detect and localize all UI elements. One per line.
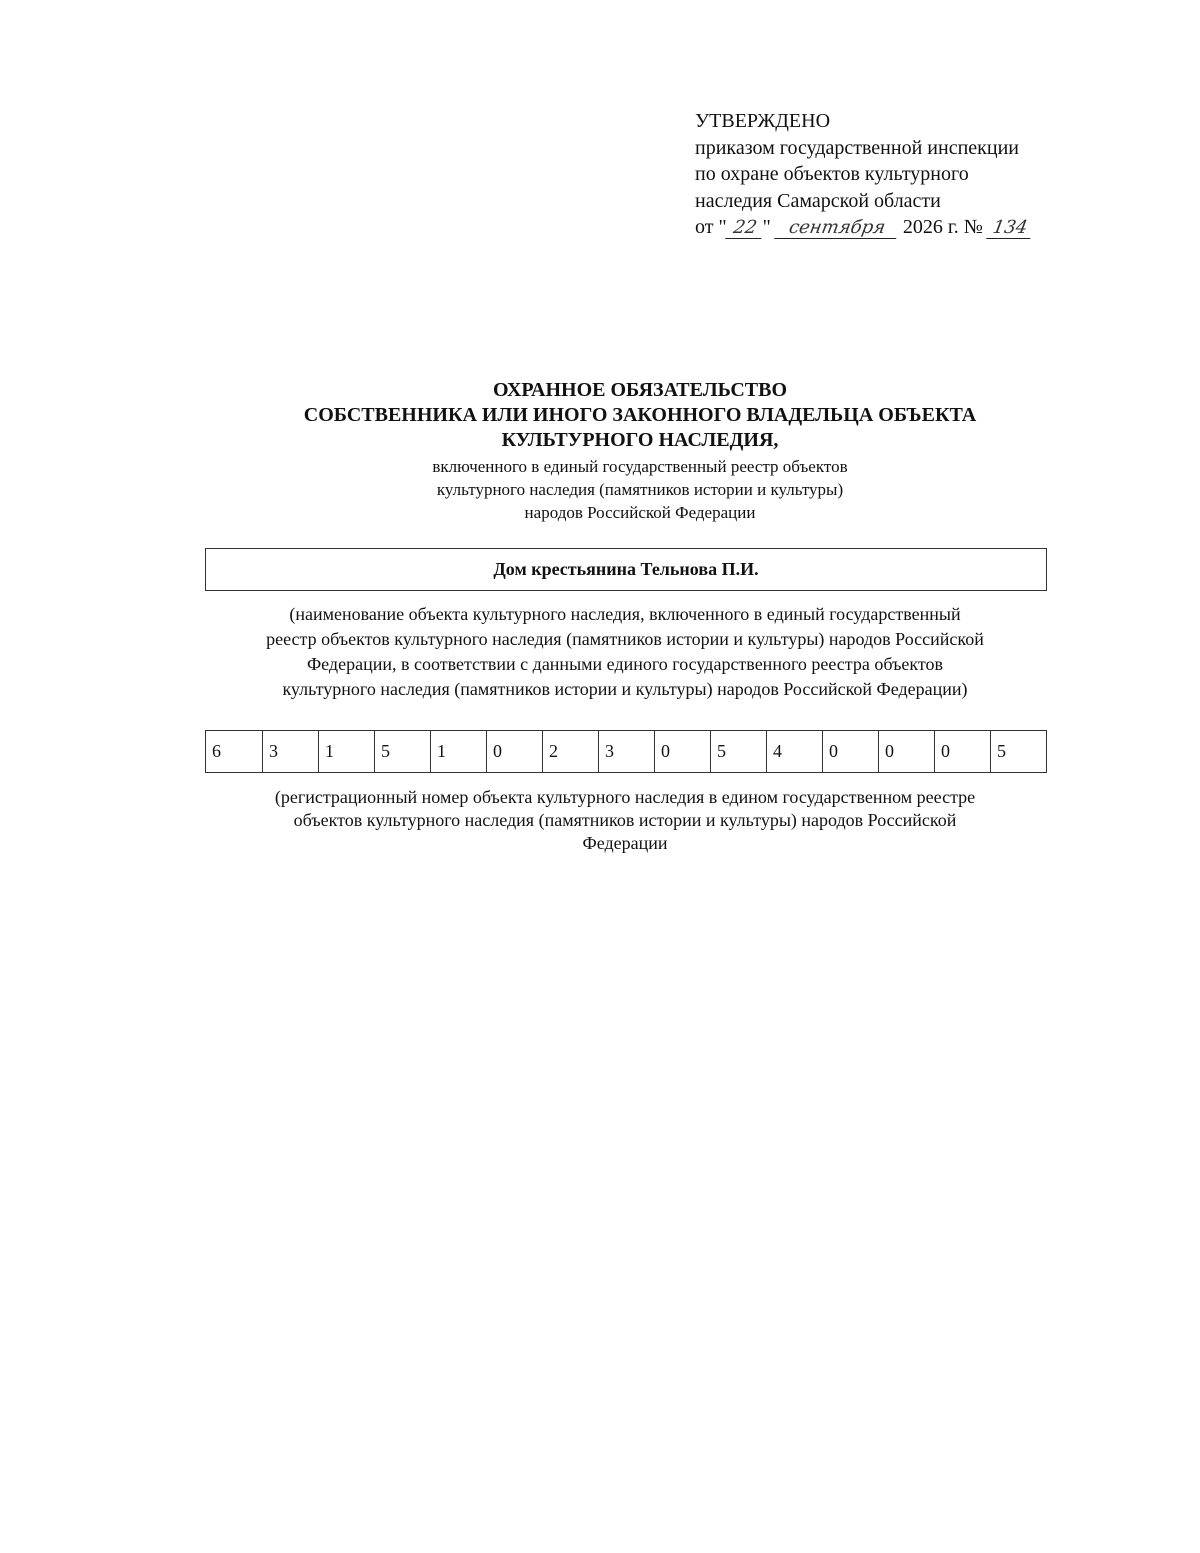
object-name-box bbox=[205, 548, 1047, 591]
title-line-1: ОХРАННОЕ ОБЯЗАТЕЛЬСТВО bbox=[492, 379, 788, 401]
object-name-caption bbox=[200, 602, 1050, 702]
title-line-2: СОБСТВЕННИКА ИЛИ ИНОГО ЗАКОННОГО ВЛАДЕЛЬЦА ОБЪЕКТА bbox=[303, 404, 977, 426]
order-number-handwritten: 134 bbox=[986, 218, 1034, 239]
title-line-3: КУЛЬТУРНОГО НАСЛЕДИЯ, bbox=[501, 429, 779, 451]
name-caption-line-3: Федерации, в соответствии с данными единого государственного реестра объектов bbox=[306, 654, 944, 674]
approval-stamp bbox=[695, 108, 1115, 241]
reg-digit-cell: 0 bbox=[822, 731, 878, 772]
reg-digit-cell: 1 bbox=[318, 731, 374, 772]
reg-digit-cell: 0 bbox=[934, 731, 990, 772]
reg-digit-cell: 0 bbox=[878, 731, 934, 772]
registration-number-caption bbox=[200, 786, 1050, 855]
document-title-block bbox=[200, 378, 1080, 524]
approval-heading: УТВЕРЖДЕНО bbox=[695, 110, 831, 132]
date-month-handwritten: сентября bbox=[774, 218, 900, 239]
name-caption-line-1: (наименование объекта культурного наследия, включенного в единый государственный bbox=[289, 604, 961, 624]
reg-digit-cell: 0 bbox=[486, 731, 542, 772]
date-prefix: от " bbox=[695, 216, 727, 238]
name-caption-line-4: культурного наследия (памятников истории и культуры) народов Российской Федерации) bbox=[282, 679, 968, 699]
approval-date-line bbox=[695, 214, 1115, 241]
date-day-handwritten: 22 bbox=[725, 218, 765, 239]
registration-number-grid bbox=[205, 730, 1047, 773]
reg-caption-line-1: (регистрационный номер объекта культурного наследия в едином государственном реестре bbox=[274, 787, 976, 807]
reg-digit-cell: 3 bbox=[262, 731, 318, 772]
reg-digit-cell: 1 bbox=[430, 731, 486, 772]
subtitle-line-1: включенного в единый государственный реестр объектов bbox=[432, 457, 848, 476]
reg-digit-cell: 0 bbox=[654, 731, 710, 772]
date-quote-close: " bbox=[762, 216, 771, 238]
approval-line-2: по охране объектов культурного bbox=[695, 163, 969, 185]
reg-digit-cell: 3 bbox=[598, 731, 654, 772]
reg-caption-line-3: Федерации bbox=[582, 833, 668, 853]
reg-digit-cell: 5 bbox=[710, 731, 766, 772]
reg-digit-cell: 4 bbox=[766, 731, 822, 772]
reg-digit-cell: 2 bbox=[542, 731, 598, 772]
name-caption-line-2: реестр объектов культурного наследия (памятников истории и культуры) народов Российской bbox=[266, 629, 984, 649]
approval-line-3: наследия Самарской области bbox=[695, 189, 941, 212]
subtitle-line-3: народов Российской Федерации bbox=[524, 503, 756, 522]
object-name: Дом крестьянина Тельнова П.И. bbox=[493, 559, 759, 579]
reg-caption-line-2: объектов культурного наследия (памятников истории и культуры) народов Российской bbox=[293, 810, 957, 830]
reg-digit-cell: 5 bbox=[374, 731, 430, 772]
reg-digit-cell: 6 bbox=[212, 741, 221, 761]
subtitle-line-2: культурного наследия (памятников истории и культуры) bbox=[436, 480, 844, 499]
date-year: 2026 г. № bbox=[902, 216, 983, 238]
reg-digit-cell: 5 bbox=[990, 731, 1046, 772]
approval-line-1: приказом государственной инспекции bbox=[695, 136, 1019, 159]
